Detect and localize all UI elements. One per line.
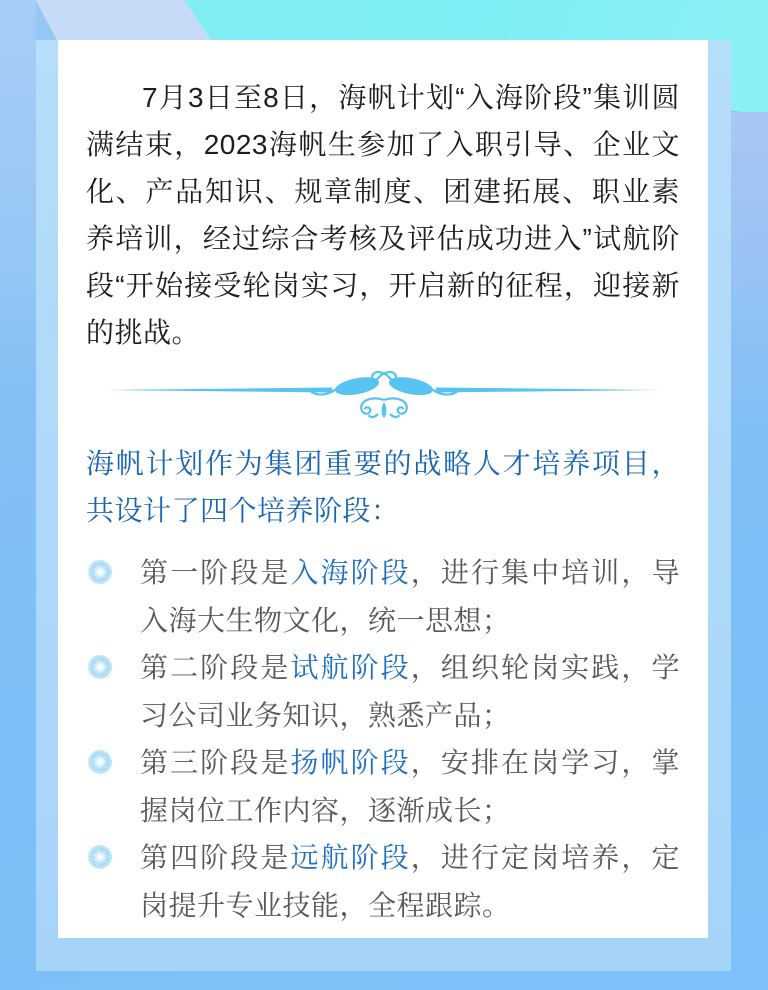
dandelion-bullet-icon bbox=[88, 845, 112, 869]
list-item-stage-2 bbox=[86, 644, 680, 739]
stage-text bbox=[140, 549, 680, 644]
stage-prefix: 第二阶段是 bbox=[140, 652, 291, 683]
program-heading: 海帆计划作为集团重要的战略人才培养项目，共设计了四个培养阶段： bbox=[86, 448, 680, 526]
background-left-gradient bbox=[0, 0, 36, 382]
content-card bbox=[58, 40, 708, 938]
stage-description: ，进行集中培训，导入海大生物文化，统一思想； bbox=[140, 557, 680, 636]
intro-paragraph: 7月3日至8日，海帆计划“入海阶段”集训圆满结束，2023海帆生参加了入职引导、企业文化、产品知识、规章制度、团建拓展、职业素养培训，经过综合考核及评估成功进入”试航阶段“开始接受轮岗实习，开启新的征程，迎接新的挑战。 bbox=[86, 82, 680, 348]
stage-description: ，安排在岗学习，掌握岗位工作内容，逐渐成长； bbox=[140, 747, 680, 826]
stage-description: ，组织轮岗实践，学习公司业务知识，熟悉产品； bbox=[140, 652, 680, 731]
dandelion-bullet-icon bbox=[88, 560, 112, 584]
dandelion-bullet-icon bbox=[88, 750, 112, 774]
stage-name-highlight: 入海阶段 bbox=[290, 557, 411, 588]
list-item-stage-4 bbox=[86, 834, 680, 929]
stage-name-highlight: 扬帆阶段 bbox=[290, 747, 411, 778]
stage-text bbox=[140, 834, 680, 929]
background-right-gradient bbox=[730, 112, 768, 432]
list-item-stage-3 bbox=[86, 739, 680, 834]
stage-description: ，进行定岗培养，定岗提升专业技能，全程跟踪。 bbox=[140, 842, 680, 921]
stage-prefix: 第四阶段是 bbox=[140, 842, 291, 873]
stage-text bbox=[140, 644, 680, 739]
flourish-divider-icon bbox=[86, 369, 682, 421]
stage-name-highlight: 试航阶段 bbox=[290, 652, 411, 683]
stage-prefix: 第一阶段是 bbox=[140, 557, 291, 588]
stage-list bbox=[86, 549, 680, 929]
list-item-stage-1 bbox=[86, 549, 680, 644]
stage-prefix: 第三阶段是 bbox=[140, 747, 291, 778]
stage-name-highlight: 远航阶段 bbox=[290, 842, 411, 873]
stage-text bbox=[140, 739, 680, 834]
dandelion-bullet-icon bbox=[88, 655, 112, 679]
background-periwinkle-ribbon bbox=[30, 0, 216, 42]
